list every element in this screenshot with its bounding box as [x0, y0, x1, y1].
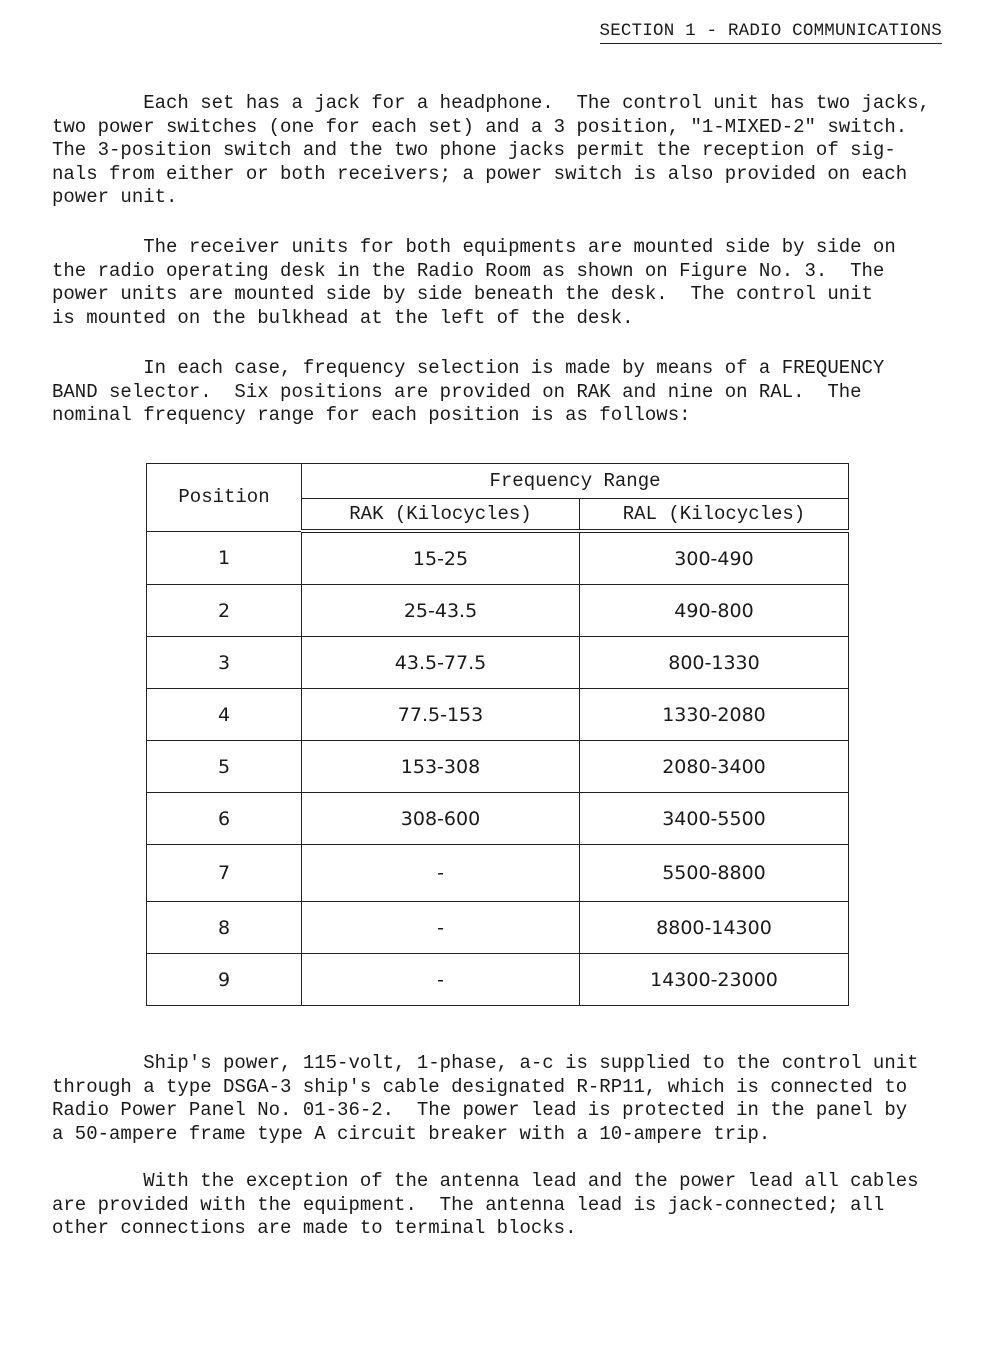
- section-header: SECTION 1 - RADIO COMMUNICATIONS: [600, 21, 942, 44]
- position-column-header: Position: [147, 464, 302, 532]
- ral-cell: 3400-5500: [580, 793, 849, 845]
- text-line: a 50-ampere frame type A circuit breaker with a 10-ampere trip.: [52, 1122, 771, 1145]
- ral-cell: 1330-2080: [580, 689, 849, 741]
- text-line: through a type DSGA-3 ship's cable designated R-RP11, which is connected to: [52, 1075, 908, 1098]
- rak-cell: -: [302, 902, 580, 954]
- text-line: other connections are made to terminal blocks.: [52, 1217, 577, 1240]
- text-line: power units are mounted side by side beneath the desk. The control unit: [52, 283, 873, 306]
- paragraph-cables: [52, 1170, 952, 1241]
- rak-cell: 308-600: [302, 793, 580, 845]
- position-cell: 6: [147, 793, 302, 845]
- ral-cell: 490-800: [580, 585, 849, 637]
- text-line: BAND selector. Six positions are provided on RAK and nine on RAL. The: [52, 380, 862, 403]
- paragraph-mounting: [52, 236, 952, 330]
- table-row: [147, 954, 849, 1006]
- text-line: power unit.: [52, 186, 178, 209]
- frequency-range-table: [146, 463, 849, 1006]
- position-cell: 7: [147, 845, 302, 902]
- table-row: [147, 689, 849, 741]
- text-line: Ship's power, 115-volt, 1-phase, a-c is supplied to the control unit: [52, 1052, 919, 1074]
- ral-cell: 8800-14300: [580, 902, 849, 954]
- text-line: nals from either or both receivers; a power switch is also provided on each: [52, 162, 908, 185]
- table-row: [147, 637, 849, 689]
- rak-column-header: RAK (Kilocycles): [302, 499, 580, 532]
- table-row: [147, 845, 849, 902]
- paragraph-frequency-selection: [52, 357, 952, 428]
- table-row: [147, 741, 849, 793]
- text-line: Each set has a jack for a headphone. The control unit has two jacks,: [52, 92, 930, 114]
- table-row: [147, 531, 849, 585]
- ral-cell: 2080-3400: [580, 741, 849, 793]
- position-cell: 5: [147, 741, 302, 793]
- text-line: Radio Power Panel No. 01-36-2. The power lead is protected in the panel by: [52, 1099, 908, 1122]
- text-line: With the exception of the antenna lead and the power lead all cables: [52, 1170, 919, 1192]
- ral-cell: 300-490: [580, 531, 849, 585]
- ral-cell: 5500-8800: [580, 845, 849, 902]
- text-line: two power switches (one for each set) and a 3 position, "1-MIXED-2" switch.: [52, 115, 908, 138]
- paragraph-headphone-jacks: [52, 92, 952, 210]
- rak-cell: -: [302, 845, 580, 902]
- rak-cell: 153-308: [302, 741, 580, 793]
- table-row: [147, 585, 849, 637]
- text-line: is mounted on the bulkhead at the left of the desk.: [52, 306, 634, 329]
- position-cell: 3: [147, 637, 302, 689]
- position-cell: 1: [147, 531, 302, 585]
- table-row: [147, 902, 849, 954]
- text-line: In each case, frequency selection is made by means of a FREQUENCY: [52, 357, 885, 379]
- frequency-range-header: Frequency Range: [302, 464, 849, 499]
- text-line: are provided with the equipment. The antenna lead is jack-connected; all: [52, 1193, 885, 1216]
- position-cell: 2: [147, 585, 302, 637]
- position-cell: 4: [147, 689, 302, 741]
- position-cell: 9: [147, 954, 302, 1006]
- paragraph-ship-power: [52, 1052, 952, 1146]
- rak-cell: 15-25: [302, 531, 580, 585]
- rak-cell: 43.5-77.5: [302, 637, 580, 689]
- text-line: The 3-position switch and the two phone jacks permit the reception of sig-: [52, 139, 896, 162]
- rak-cell: 25-43.5: [302, 585, 580, 637]
- rak-cell: 77.5-153: [302, 689, 580, 741]
- text-line: The receiver units for both equipments are mounted side by side on: [52, 236, 896, 258]
- ral-cell: 14300-23000: [580, 954, 849, 1006]
- text-line: the radio operating desk in the Radio Room as shown on Figure No. 3. The: [52, 259, 885, 282]
- rak-cell: -: [302, 954, 580, 1006]
- table-row: [147, 793, 849, 845]
- text-line: nominal frequency range for each position is as follows:: [52, 404, 691, 427]
- position-cell: 8: [147, 902, 302, 954]
- ral-cell: 800-1330: [580, 637, 849, 689]
- ral-column-header: RAL (Kilocycles): [580, 499, 849, 532]
